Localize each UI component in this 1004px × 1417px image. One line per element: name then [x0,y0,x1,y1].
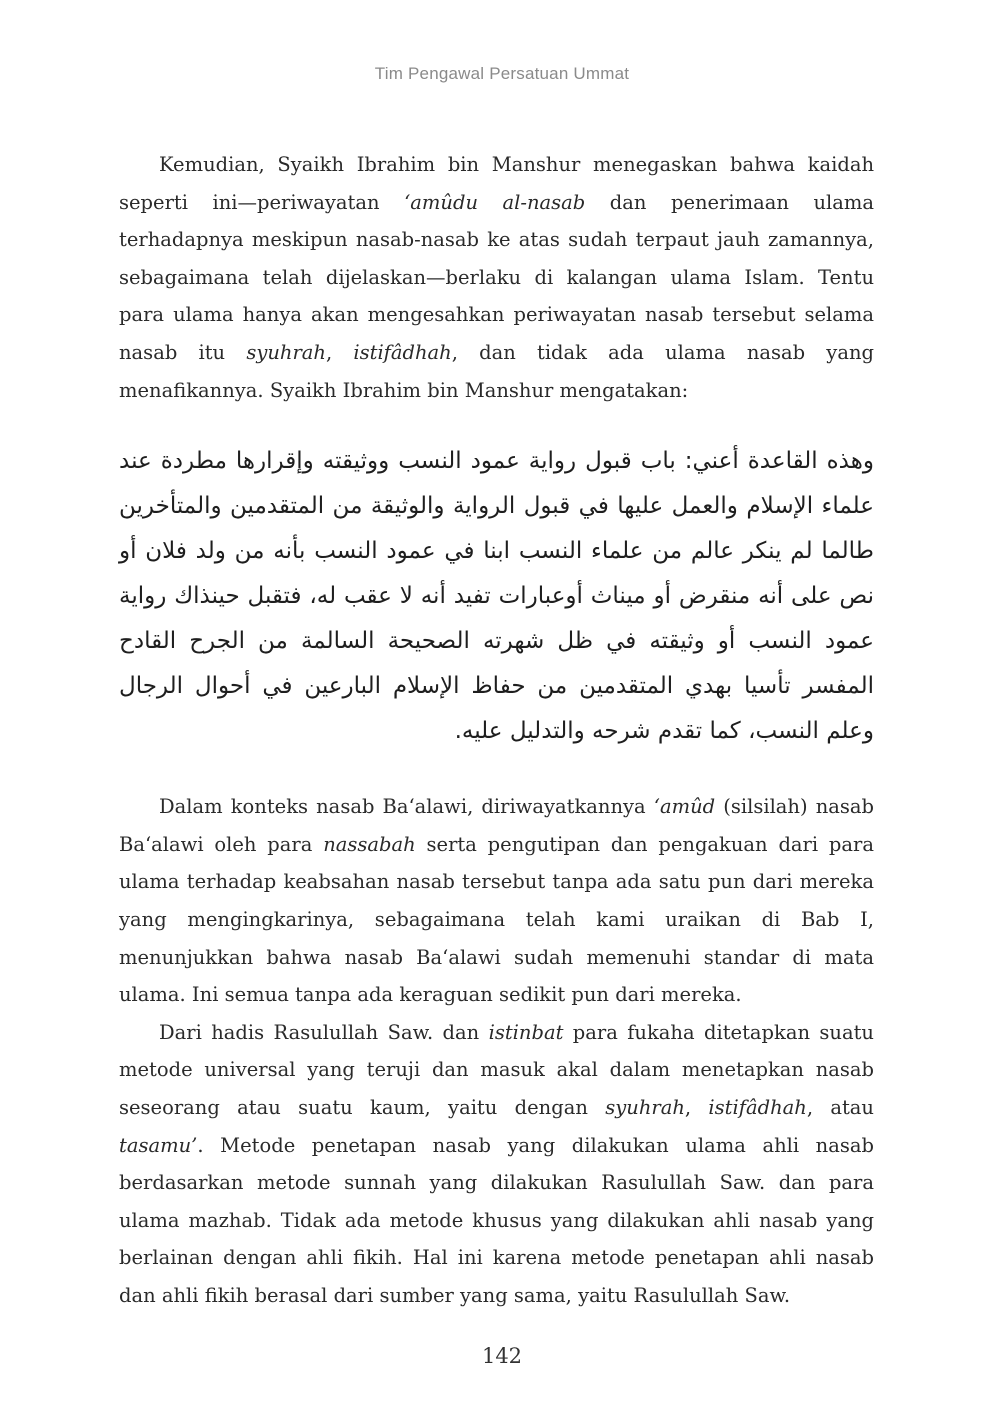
paragraph-1-text-c: , [325,340,354,364]
term-istinbat: istinbat [488,1020,564,1044]
term-amudu-al-nasab: ‘amûdu al-nasab [404,190,586,214]
term-istifadhah: istifâdhah [353,340,452,364]
paragraph-2 [119,788,874,1014]
paragraph-2-text-c: serta pengutipan dan pengakuan dari para ulama terhadap keabsahan nasab tersebut tanpa ada satu pun dari mereka yang mengingkarinya, sebagaimana telah kami uraikan di Bab I, menunjukkan bahwa nasab Ba‘alawi sudah memenuhi standar di mata ulama. Ini semua tanpa ada keraguan sedikit pun dari mereka. [119,832,874,1007]
paragraph-1 [119,146,874,409]
term-tasamu: tasamu’ [119,1133,198,1157]
running-header: Tim Pengawal Persatuan Ummat [374,64,630,83]
paragraph-3-text-d: , atau [806,1095,874,1119]
paragraph-3-text-a: Dari hadis Rasulullah Saw. dan [159,1020,489,1044]
arabic-quotation: وهذه القاعدة أعني: باب قبول رواية عمود النسب ووثيقته وإقرارها مطردة عند علماء الإسلام والعمل عليها في قبول الرواية والوثيقة من المتقدمين والمتأخرين طالما لم ينكر عالم من علماء النسب ابنا في عمود النسب بأنه من ولد فلان أو نص على أنه منقرض أو ميناث أوعبارات تفيد أنه لا عقب له، فتقبل حينذاك رواية عمود النسب أو وثيقته في ظل شهرته الصحيحة السالمة من الجرح القادح المفسر تأسيا بهدي المتقدمين من حفاظ الإسلام البارعين في أحوال الرجال وعلم النسب، كما تقدم شرحه والتدليل عليه. [119,448,874,745]
term-istifadhah-2: istifâdhah [708,1095,807,1119]
paragraph-1-text-b: dan penerimaan ulama terhadapnya meskipun nasab-nasab ke atas sudah terpaut jauh zamannya, sebagaimana telah dijelaskan—berlaku di kalangan ulama Islam. Tentu para ulama hanya akan mengesahkan periwayatan nasab tersebut selama nasab itu [119,190,874,364]
term-syuhrah: syuhrah [246,340,326,364]
paragraph-3-text-b: para fukaha ditetapkan suatu metode universal yang teruji dan masuk akal dalam menetapkan nasab seseorang atau suatu kaum, yaitu dengan [119,1020,874,1119]
paragraph-3-text-c: , [684,1095,709,1119]
paragraph-2-text-b: (silsilah) nasab Ba‘alawi oleh para [119,795,875,856]
paragraph-2-text-a: Dalam konteks nasab Ba‘alawi, diriwayatkannya [159,795,654,819]
page-number: 142 [481,1344,523,1368]
paragraph-3-text-e: . Metode penetapan nasab yang dilakukan ulama ahli nasab berdasarkan metode sunnah yang dilakukan Rasulullah Saw. dan para ulama mazhab. Tidak ada metode khusus yang dilakukan ahli nasab yang berlainan dengan ahli fikih. Hal ini karena metode penetapan ahli nasab dan ahli fikih berasal dari sumber yang sama, yaitu Rasulullah Saw. [119,1133,874,1307]
paragraph-1-text-d: , dan tidak ada ulama nasab yang menafikannya. Syaikh Ibrahim bin Manshur mengatakan: [119,340,874,402]
term-syuhrah-2: syuhrah [605,1095,685,1119]
term-amud: ‘amûd [653,795,716,819]
paragraph-3 [119,1014,874,1315]
page-body [119,146,874,1314]
paragraph-1-text-a: Kemudian, Syaikh Ibrahim bin Manshur menegaskan bahwa kaidah seperti ini—periwayatan [119,153,874,214]
term-nassabah: nassabah [323,832,416,856]
